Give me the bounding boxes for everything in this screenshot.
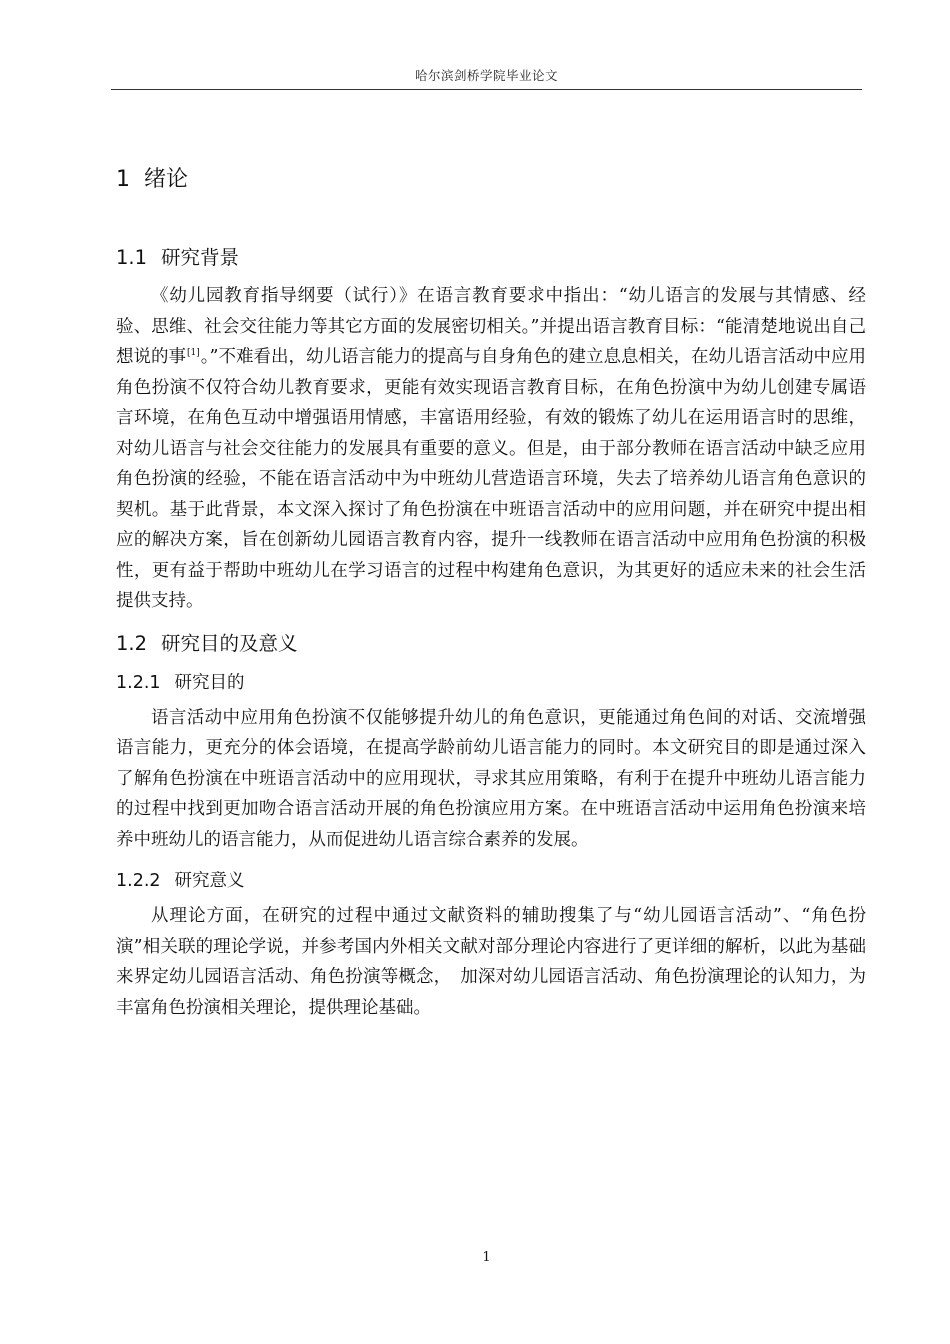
section-number: 1.2	[116, 631, 148, 655]
document-body	[116, 160, 866, 1033]
header-rule	[111, 89, 862, 90]
section-title: 研究目的及意义	[161, 631, 298, 655]
chapter-heading	[116, 160, 866, 200]
paragraph-text: 。”不难看出，幼儿语言能力的提高与自身角色的建立息息相关，在幼儿语言活动中应用角色扮演不仅符合幼儿教育要求，更能有效实现语言教育目标，在角色扮演中为幼儿创建专属语言环境，在角色互动中增强语用情感，丰富语用经验，有效的锻炼了幼儿在运用语言时的思维，对幼儿语言与社会交往能力的发展具有重要的意义。但是，由于部分教师在语言活动中缺乏应用角色扮演的经验，不能在语言活动中为中班幼儿营造语言环境，失去了培养幼儿语言角色意识的契机。基于此背景，本文深入探讨了角色扮演在中班语言活动中的应用问题，并在研究中提出相应的解决方案，旨在创新幼儿园语言教育内容，提升一线教师在语言活动中应用角色扮演的积极性，更有益于帮助中班幼儿在学习语言的过程中构建角色意识，为其更好的适应未来的社会生活提供支持。	[116, 347, 867, 611]
paragraph-purpose: 语言活动中应用角色扮演不仅能够提升幼儿的角色意识，更能通过角色间的对话、交流增强语言能力，更充分的体会语境，在提高学龄前幼儿语言能力的同时。本文研究目的即是通过深入了解角色扮演在中班语言活动中的应用现状，寻求其应用策略，有利于在提升中班幼儿语言能力的过程中找到更加吻合语言活动开展的角色扮演应用方案。在中班语言活动中运用角色扮演来培养中班幼儿的语言能力，从而促进幼儿语言综合素养的发展。	[116, 707, 866, 850]
chapter-title: 绪论	[144, 167, 189, 192]
section-heading-1-1	[116, 241, 866, 275]
section-number: 1.1	[116, 246, 148, 269]
subsection-title: 研究意义	[174, 871, 245, 891]
page-number: 1	[482, 1250, 491, 1265]
citation-ref: [1]	[187, 348, 200, 359]
subsection-number: 1.2.1	[116, 672, 161, 693]
subsection-heading-1-2-2	[116, 865, 866, 897]
paragraph-text: 《幼儿园教育指导纲要（试行）》在语言教育要求中指出：“幼儿语言的发展与其情感、经验、思维、社会交往能力等其它方面的发展密切相关。”并提出语言教育目标：“能清楚地说出自己想说的事	[116, 286, 866, 367]
section-heading-1-2	[116, 627, 866, 661]
subsection-number: 1.2.2	[116, 871, 161, 891]
section-title: 研究背景	[161, 246, 240, 269]
page-header: 哈尔滨剑桥学院毕业论文	[414, 68, 558, 83]
subsection-title: 研究目的	[174, 672, 245, 693]
subsection-heading-1-2-1	[116, 667, 866, 699]
paragraph-background	[116, 281, 866, 617]
paragraph-significance: 从理论方面，在研究的过程中通过文献资料的辅助搜集了与“幼儿园语言活动”、“角色扮演”相关联的理论学说，并参考国内外相关文献对部分理论内容进行了更详细的解析，以此为基础来界定幼儿园语言活动、角色扮演等概念， 加深对幼儿园语言活动、角色扮演理论的认知力，为丰富角色扮演相关理论，提供理论基础。	[116, 906, 866, 1018]
chapter-number: 1	[116, 167, 130, 192]
